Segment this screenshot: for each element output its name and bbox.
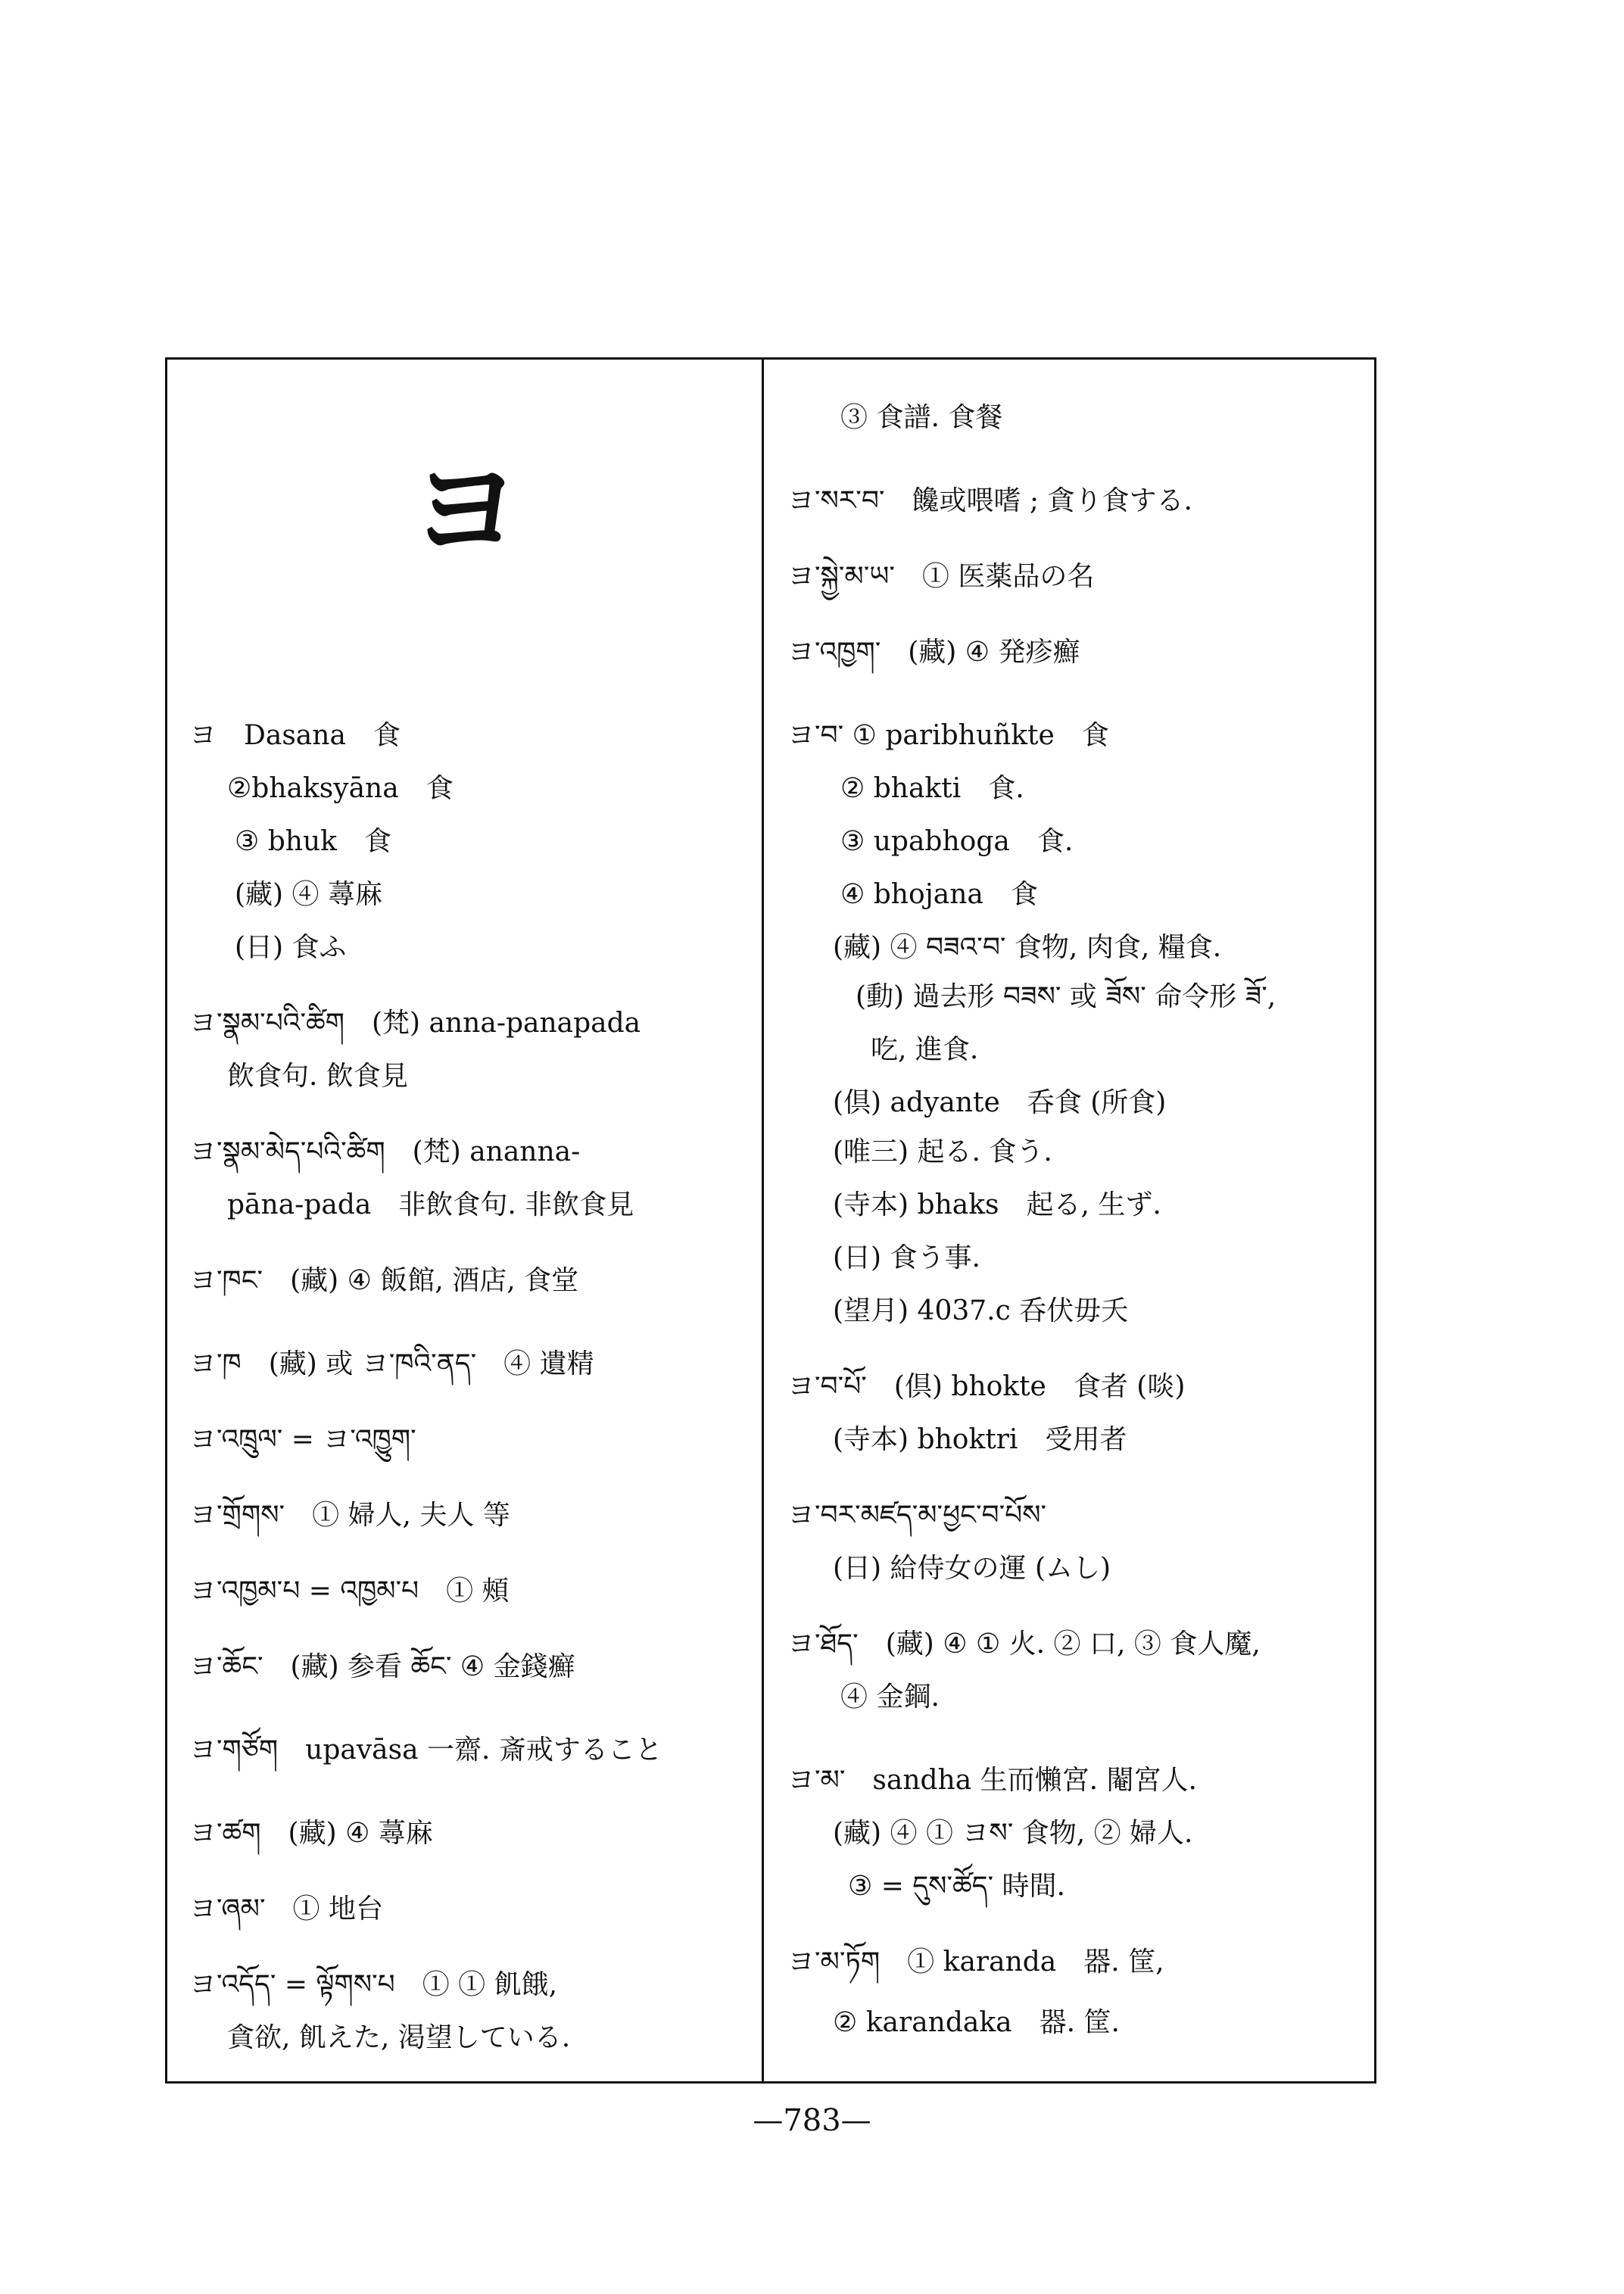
entry-line: ヨ་འཁྲུལ་ = ヨ་འཁྱུག་ [189, 1424, 416, 1455]
entry-line: (日) 食ふ [235, 932, 347, 963]
entry-line: (唯三) 起る. 食う. [833, 1136, 1052, 1167]
entry-line: ②bhaksyāna 食 [227, 773, 454, 804]
entry-line: ② bhakti 食. [840, 773, 1024, 804]
entry-line: ヨ་སྣམ་མེད་པའི་ཚིག (梵) ananna- [189, 1136, 581, 1167]
entry-line: (藏) ④ 蕁麻 [235, 879, 382, 910]
entry-line: ヨ་སར་བ་ 饞或喂嗜 ; 貪り食する. [787, 485, 1192, 516]
entry-line: ヨ་ཆོང་ (藏) 参看 ཆོང་ ④ 金錢癬 [189, 1651, 575, 1682]
headword: ヨ [409, 445, 523, 577]
entry-line: ヨ་མ་ཏོག ① karanda 器. 筐, [787, 1946, 1164, 1978]
entry-line: ヨ་སྐྱེ་མ་ཡ་ ① 医薬品の名 [787, 561, 1095, 592]
entry-line: ヨ་སྣམ་པའི་ཚིག (梵) anna-panapada [189, 1008, 641, 1039]
entry-line: 飲食句. 飲食見 [227, 1061, 408, 1092]
entry-line: 吃, 進食. [871, 1034, 979, 1065]
entry-line: ヨ་འཁྱག་ (藏) ④ 発疹癬 [787, 637, 1080, 668]
entry-line: ヨ་གཙོག upavāsa 一齋. 斎戒すること [189, 1735, 662, 1766]
entry-line: ③ 食譜. 食餐 [840, 402, 1003, 433]
entry-line: ヨ་ཁ (藏) 或 ヨ་ཁའི་ནད་ ④ 遺精 [189, 1348, 594, 1379]
entry-line: (動) 過去形 བཟས་ 或 ཟོས་ 命令形 ཟོ་, [856, 981, 1276, 1012]
column-divider [762, 357, 764, 2084]
entry-line: ヨ་འཁྱམ་པ = འཁྱམ་པ ① 頰 [189, 1576, 510, 1607]
entry-line: ヨ་བ་ ① paribhuñkte 食 [787, 720, 1109, 751]
entry-line: ヨ་ཁང་ (藏) ④ 飯館, 酒店, 食堂 [189, 1265, 579, 1296]
entry-line: (藏) ④ བཟའ་བ་ 食物, 肉食, 糧食. [833, 932, 1222, 963]
entry-line: ④ bhojana 食 [840, 879, 1038, 910]
entry-line: ヨ་མ་ sandha 生而懶宮. 閹宮人. [787, 1765, 1197, 1796]
entry-line: (寺本) bhaks 起る, 生ず. [833, 1189, 1161, 1220]
entry-line: ヨ Dasana 食 [189, 720, 401, 751]
entry-line: (日) 給侍女の運 (ムし) [833, 1553, 1111, 1584]
entry-line: ヨ་ཐོད་ (藏) ④ ① 火. ② 口, ③ 食人魔, [787, 1629, 1261, 1660]
entry-line: (日) 食う事. [833, 1242, 980, 1273]
entry-line: ② karandaka 器. 筐. [833, 2007, 1120, 2038]
entry-line: ヨ་བར་མཛད་མ་ཕྱང་བ་པོས་ [787, 1500, 1074, 1531]
entry-line: ③ upabhoga 食. [840, 826, 1074, 857]
page-number: —783— [753, 2103, 871, 2138]
entry-line: pāna-pada 非飲食句. 非飲食見 [227, 1189, 634, 1220]
entry-line: ヨ་གྲོགས་ ① 婦人, 夫人 等 [189, 1500, 510, 1531]
entry-line: ③ bhuk 食 [235, 826, 391, 857]
entry-line: (藏) ④ ① ヨས་ 食物, ② 婦人. [833, 1818, 1193, 1849]
entry-line: ③ = དུས་ཚོད་ 時間. [848, 1871, 1065, 1902]
entry-line: ヨ་འདོད་ = ལྟོགས་པ ① ① 飢餓, [189, 1969, 558, 2000]
entry-line: (倶) adyante 呑食 (所食) [833, 1087, 1167, 1118]
entry-line: (望月) 4037.c 呑伏毋夭 [833, 1295, 1129, 1326]
entry-line: ヨ་བ་པོ་ (倶) bhokte 食者 (啖) [787, 1371, 1186, 1402]
entry-line: ヨ་ཚག (藏) ④ 蕁麻 [189, 1818, 433, 1849]
entry-line: ヨ་ཞམ་ ① 地台 [189, 1893, 383, 1925]
entry-line: 貪欲, 飢えた, 渇望している. [227, 2022, 571, 2053]
entry-line: ④ 金鋼. [840, 1682, 940, 1713]
entry-line: (寺本) bhoktri 受用者 [833, 1424, 1127, 1455]
